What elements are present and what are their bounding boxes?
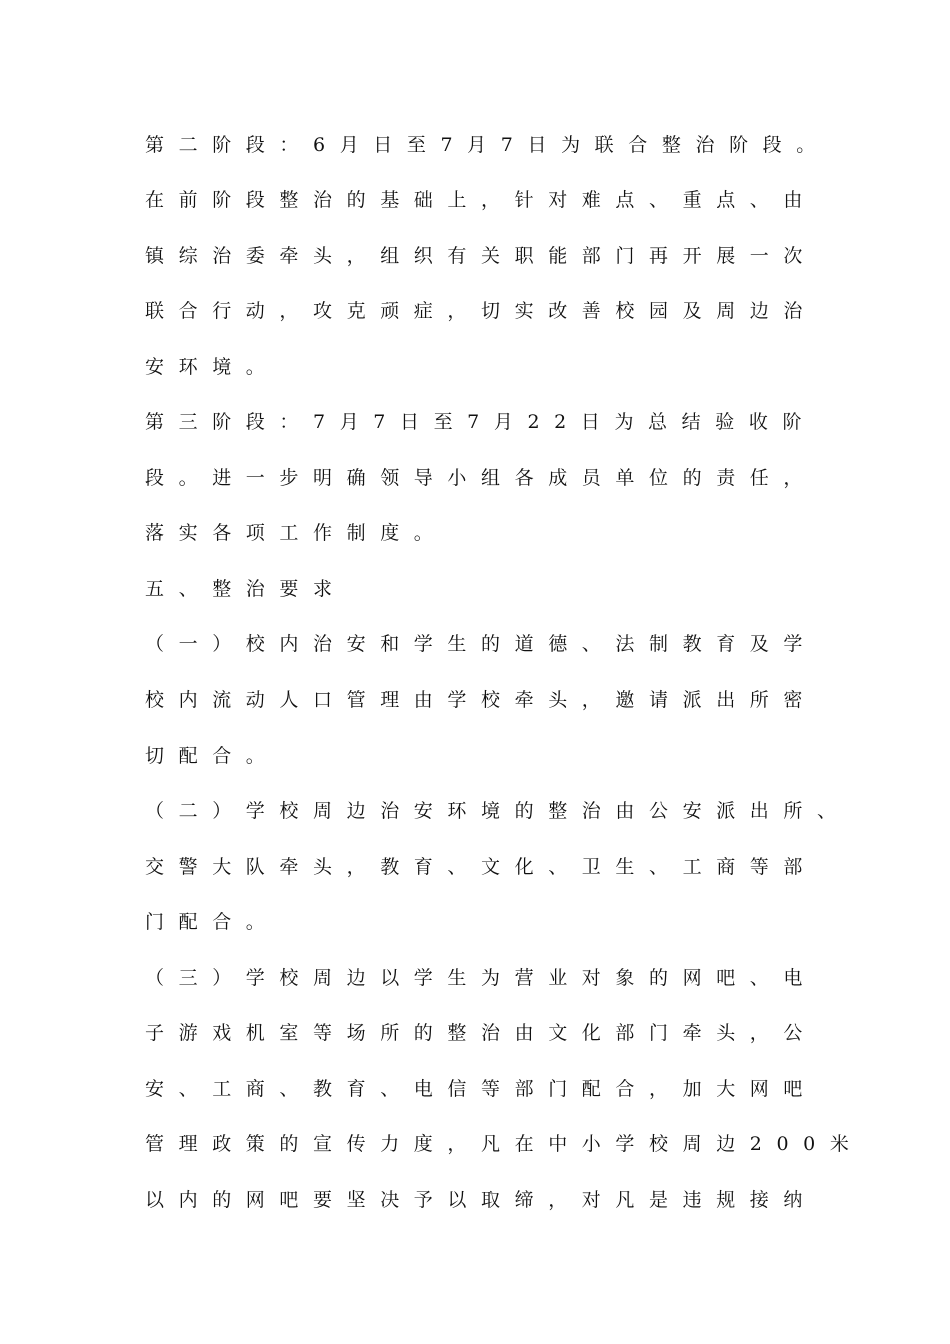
text-line: （一）校内治安和学生的道德、法制教育及学 [145,633,818,655]
text-line: 段。进一步明确领导小组各成员单位的责任， [145,467,818,489]
text-line: （三）学校周边以学生为营业对象的网吧、电 [145,967,818,989]
text-line: 第三阶段：7月7日至7月22日为总结验收阶 [145,411,817,433]
text-line: 校内流动人口管理由学校牵头，邀请派出所密 [145,689,818,711]
text-line: 安环境。 [145,356,280,378]
text-line: 子游戏机室等场所的整治由文化部门牵头，公 [145,1022,818,1044]
text-line: 落实各项工作制度。 [145,522,448,544]
text-line: 门配合。 [145,911,280,933]
text-line: 切配合。 [145,745,280,767]
section-heading: 五、整治要求 [145,578,347,600]
text-line: 管理政策的宣传力度，凡在中小学校周边200米 [145,1133,864,1155]
text-line: 交警大队牵头，教育、文化、卫生、工商等部 [145,856,818,878]
text-line: （二）学校周边治安环境的整治由公安派出所、 [145,800,851,822]
text-line: 在前阶段整治的基础上，针对难点、重点、由 [145,189,818,211]
text-line: 第二阶段：6月日至7月7日为联合整治阶段。 [145,134,830,156]
text-line: 联合行动，攻克顽症，切实改善校园及周边治 [145,300,818,322]
text-line: 以内的网吧要坚决予以取缔，对凡是违规接纳 [145,1189,818,1211]
text-line: 安、工商、教育、电信等部门配合，加大网吧 [145,1078,818,1100]
text-line: 镇综治委牵头，组织有关职能部门再开展一次 [145,245,818,267]
